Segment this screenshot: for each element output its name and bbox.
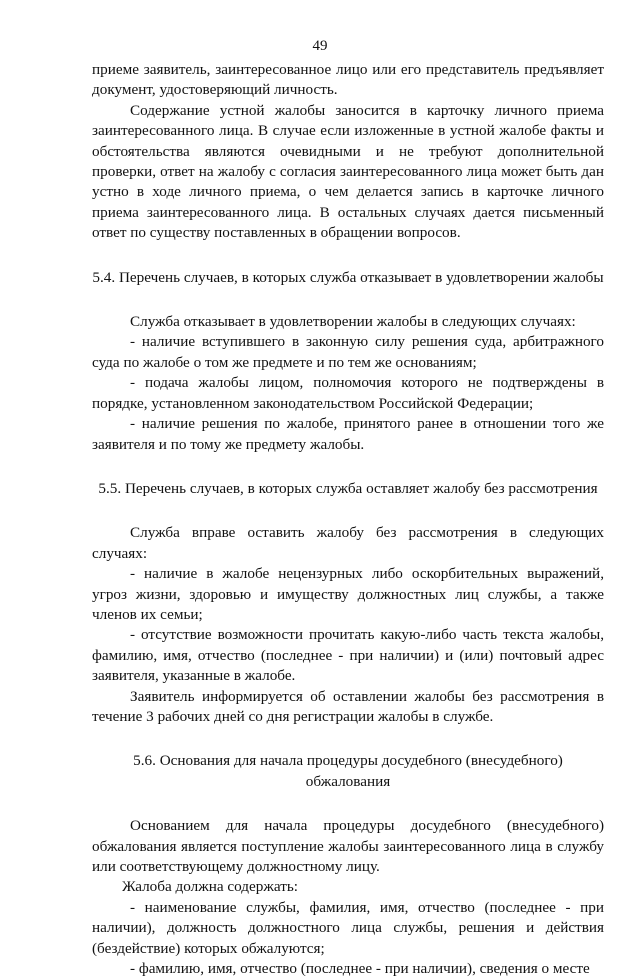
list-item-no-authority: - подача жалобы лицом, полномочия которого не подтверждены в порядке, установленном законодательством Российской Федерации; [92,374,604,412]
paragraph-applicant-informed: Заявитель информируется об оставлении жалобы без рассмотрения в течение 3 рабочих дней со дня регистрации жалобы в службе. [92,687,604,725]
page-number: 49 [312,38,328,54]
document-body [92,60,604,979]
section-heading-5-4: 5.4. Перечень случаев, в которых служба отказывает в удовлетворении жалобы [92,268,604,286]
paragraph-refusal-intro: Служба отказывает в удовлетворении жалобы в следующих случаях: [130,313,576,331]
paragraph-id-document: приеме заявитель, заинтересованное лицо или его представитель предъявляет документ, удостоверяющий личность. [92,61,604,99]
list-item-court-decision: - наличие вступившего в законную силу решения суда, арбитражного суда по жалобе о том же предмете и по тем же основаниям; [92,333,604,371]
section-heading-5-6: 5.6. Основания для начала процедуры досудебного (внесудебного) обжалования [133,752,563,790]
list-item-obscene-language: - наличие в жалобе нецензурных либо оскорбительных выражений, угроз жизни, здоровью и имуществу должностных лиц службы, а также членов их семьи; [92,565,604,623]
paragraph-no-review-intro: Служба вправе оставить жалобу без рассмотрения в следующих случаях: [92,524,604,562]
list-item-applicant-name: - фамилию, имя, отчество (последнее - при наличии), сведения о месте [130,960,590,978]
list-item-service-name: - наименование службы, фамилия, имя, отчество (последнее - при наличии), должность должностного лица службы, решения и действия (бездействие) которых обжалуются; [92,898,604,957]
paragraph-grounds-for-appeal: Основанием для начала процедуры досудебного (внесудебного) обжалования является поступление жалобы заинтересованного лица в службу или соответствующему должностному лицу. [92,817,604,875]
paragraph-complaint-must-contain: Жалоба должна содержать: [122,878,298,896]
section-heading-5-5: 5.5. Перечень случаев, в которых служба оставляет жалобу без рассмотрения [98,479,598,497]
list-item-prior-decision: - наличие решения по жалобе, принятого ранее в отношении того же заявителя и по тому же предмету жалобы. [92,415,604,453]
paragraph-oral-complaint: Содержание устной жалобы заносится в карточку личного приема заинтересованного лица. В случае если изложенные в устной жалобе факты и обстоятельства являются очевидными и не требуют дополнительной проверки, ответ на жалобу с согласия заинтересованного лица может быть дан устно в ходе личного приема, о чем делается запись в карточке личного приема заинтересованного лица. В остальных случаях дается письменный ответ по существу поставленных в обращении вопросов. [92,101,604,242]
list-item-unreadable-text: - отсутствие возможности прочитать какую-либо часть текста жалобы, фамилию, имя, отчество (последнее - при наличии) и (или) почтовый адрес заявителя, указанные в жалобе. [92,626,604,685]
